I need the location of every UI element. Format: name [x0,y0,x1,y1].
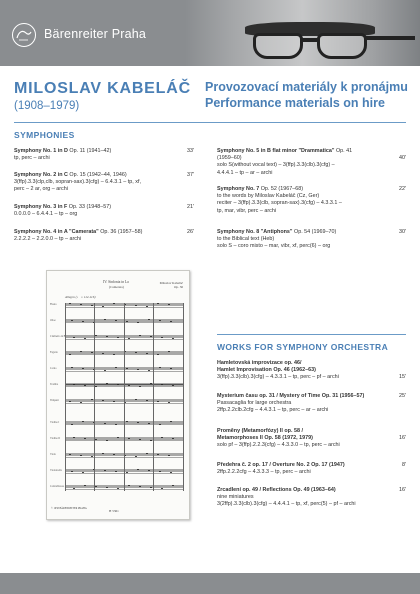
symphony-entry: Symphony No. 5 in B flat minor "Drammatica" Op. 41 (1959–60) solo S(without vocal text) – 3(ffp).3.3(clb).3(cfg) – 4.4.4.1 – tp – ar – archi 40' [217,148,406,176]
composer-years: (1908–1979) [14,100,80,112]
publisher-name: Bärenreiter Praha [44,27,147,41]
orchestra-entry: Předehra č. 2 op. 17 / Overture No. 2 Op. 17 (1947) 2ffp.2.2.2cfg – 4.3.3.3 – tp, perc – archi 8' [217,462,406,476]
symphony-entry: Symphony No. 7 Op. 52 (1967–68) to the words by Miloslav Kabeláč (Cz, Ger) reciter – 3(ffp).3.3(clb, sopran-sax).3(cfg) – 4.3.3.1 – tp, mar, vibr, perc – archi 22' [217,186,406,214]
score-barline [153,303,154,491]
symphony-entry: Symphony No. 1 in D Op. 11 (1941–42) tp, perc – archi 33' [14,148,194,162]
score-barline [94,303,95,491]
score-instrument-label: Violoncello [50,469,63,472]
score-page-image: IV. Sinfonia in La (Camerata) Miloslav Kabeláč Op. 36 Allegro (♩ = 112-116) © 1958 BÄRENREITER PRAHA H 5361 Flauto Oboe Clarinetto in B Fagotto Corno Tromba Timpani Violino I Violino II Viola Violoncello Contrabbasso [46,270,190,520]
divider [217,334,406,335]
orchestra-entry: Proměny (Metamorfózy) II op. 58 / Metamorphoses II Op. 58 (1972, 1979) solo pf – 3(ffp).2.2.3(cfg) – 4.3.3.0 – tp, perc – archi 16' [217,428,406,449]
section-title-symphonies: SYMPHONIES [14,130,75,140]
score-instrument-label: Violino I [50,421,60,424]
baerenreiter-logo-icon [12,23,36,47]
score-instrument-label: Fagotto [50,351,58,354]
section-title-orchestra: WORKS FOR SYMPHONY ORCHESTRA [217,342,389,352]
divider [14,122,406,123]
symphony-entry: Symphony No. 2 in C Op. 15 (1942–44, 1946) 3(ffp).3.3(clp,clb, sopran-sax).3(cfg) – 6.4.3.1 – tp, xf, perc – 2 ar, org – archi 37' [14,172,194,193]
symphony-entry: Symphony No. 3 in F Op. 33 (1948–57) 0.0.0.0 – 6.4.4.1 – tp – org 21' [14,204,194,218]
score-instrument-label: Flauto [50,303,57,306]
score-instrument-label: Oboe [50,319,56,322]
composer-photo [185,0,420,66]
score-barline [65,303,66,491]
orchestra-entry: Hamletovská improvizace op. 46/ Hamlet Improvisation Op. 46 (1962–63) 3(ffp).3.3(clb).3(cfg) – 4.3.3.1 – tp, perc – pf – archi 15' [217,360,406,381]
score-instrument-label: Tromba [50,383,59,386]
score-barline [124,303,125,491]
score-barline [183,303,184,491]
score-instrument-label: Contrabbasso [50,485,65,488]
score-instrument-label: Viola [50,453,56,456]
hire-title-czech: Provozovací materiály k pronájmu [205,80,408,94]
symphony-entry: Symphony No. 4 in A "Camerata" Op. 36 (1957–58) 2.2.2.2 – 2.2.0.0 – tp – archi 26' [14,229,194,243]
score-instrument-label: Clarinetto in B [50,335,66,338]
footer-band [0,573,420,594]
hire-title-english: Performance materials on hire [205,96,385,110]
header-band [0,0,420,66]
orchestra-entry: Mysterium času op. 31 / Mystery of Time Op. 31 (1956–57) Passacaglia for large orchestra 2ffp.2.2clb.2cfg – 4.4.3.1 – tp, perc – ar – archi 25' [217,393,406,414]
composer-name: MILOSLAV KABELÁČ [14,80,191,97]
symphony-entry: Symphony No. 8 "Antiphons" Op. 54 (1969–70) to the Biblical text (Heb) solo S – coro misto – mar, vibr, xf, perc(6) – org 30' [217,229,406,250]
score-instrument-label: Violino II [50,437,61,440]
score-instrument-label: Timpani [50,399,59,402]
orchestra-entry: Zrcadlení op. 49 / Reflections Op. 49 (1963–64) nine miniatures 3(2ffp).3.3(clb).3(cfg) – 4.4.4.1 – tp, xf, perc(5) – pf – archi 16' [217,487,406,508]
score-instrument-label: Corno [50,367,57,370]
